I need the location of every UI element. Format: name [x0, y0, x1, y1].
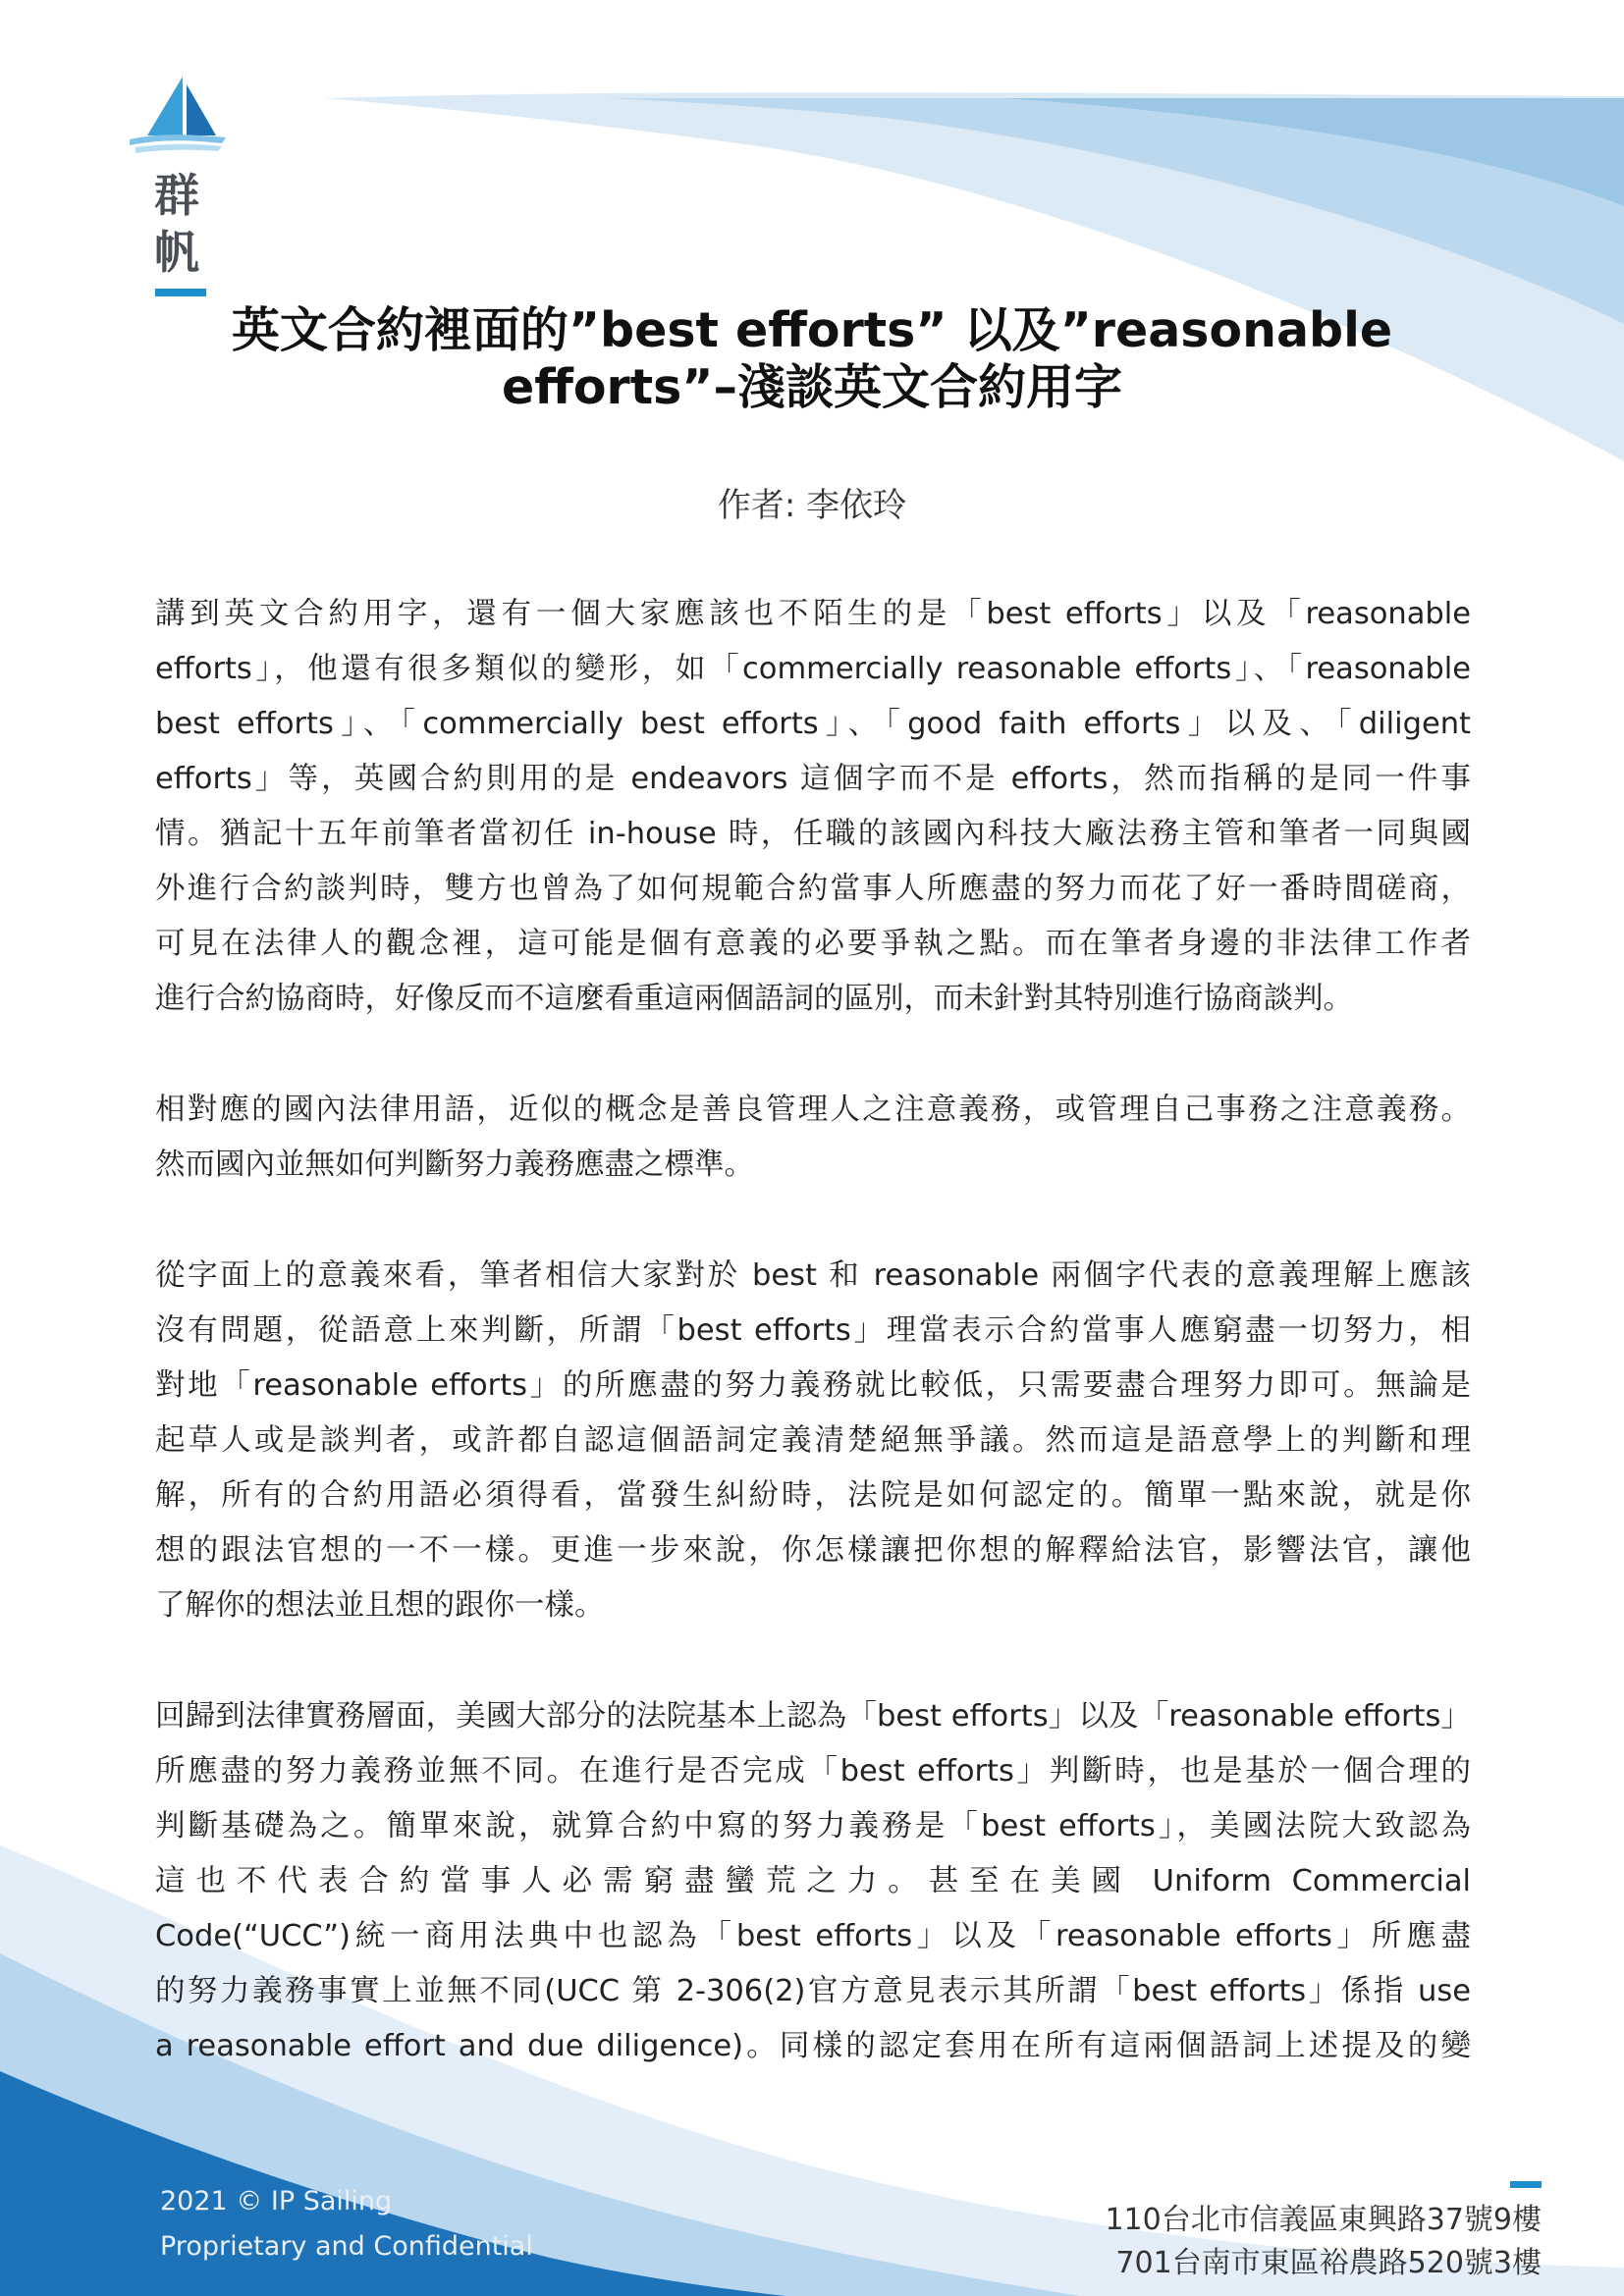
- paragraph-line: 的努力義務事實上並無不同(UCC 第 2-306(2)官方意見表示其所謂「best efforts」係指 use: [155, 1974, 1471, 2008]
- paragraph-line: 進行合約協商時，好像反而不這麼看重這兩個語詞的區別，而未針對其特別進行協商談判。: [155, 982, 1353, 1016]
- sailboat-icon: [126, 75, 230, 155]
- footer-address-block: [1105, 2199, 1542, 2285]
- logo-char-bottom: 帆: [154, 226, 199, 279]
- paragraph-line: 從字面上的意義來看，筆者相信大家對於 best 和 reasonable 兩個字代表的意義理解上應該: [155, 1258, 1471, 1293]
- paragraph-line: 外進行合約談判時，雙方也曾為了如何規範合約當事人所應盡的努力而花了好一番時間磋商，: [155, 872, 1471, 906]
- paragraph-line: a reasonable effort and due diligence)。同樣的認定套用在所有這兩個語詞上述提及的變: [155, 2029, 1471, 2063]
- paragraph-line: 相對應的國內法律用語，近似的概念是善良管理人之注意義務，或管理自己事務之注意義務。: [155, 1093, 1471, 1127]
- paragraph-line: 這也不代表合約當事人必需窮盡蠻荒之力。甚至在美國 Uniform Commercial: [155, 1864, 1471, 1898]
- paragraph-3: [155, 1249, 1471, 1633]
- paragraph-line: Code(“UCC”)統一商用法典中也認為「best efforts」以及「reasonable efforts」所應盡: [155, 1919, 1471, 1953]
- paragraph-line: 講到英文合約用字，還有一個大家應該也不陌生的是「best efforts」以及「reasonable: [155, 597, 1471, 631]
- logo-underline: [155, 289, 206, 296]
- paragraph-line: 了解你的想法並且想的跟你一樣。: [155, 1588, 605, 1623]
- footer-copyright-block: [160, 2179, 533, 2269]
- logo-wordmark: [154, 167, 213, 281]
- article-body: [155, 587, 1471, 2130]
- footer-address-tainan: 701台南市東區裕農路520號3樓: [1115, 2246, 1542, 2280]
- paragraph-line: 回歸到法律實務層面，美國大部分的法院基本上認為「best efforts」以及「reasonable efforts」: [155, 1699, 1471, 1734]
- company-logo: [126, 75, 230, 155]
- paragraph-line: 解，所有的合約用語必須得看，當發生糾紛時，法院是如何認定的。簡單一點來說，就是你: [155, 1478, 1471, 1513]
- footer-address-taipei: 110台北市信義區東興路37號9樓: [1105, 2203, 1542, 2237]
- paragraph-line: 想的跟法官想的一不一樣。更進一步來說，你怎樣讓把你想的解釋給法官，影響法官，讓他: [155, 1533, 1471, 1568]
- paragraph-line: 對地「reasonable efforts」的所應盡的努力義務就比較低，只需要盡合理努力即可。無論是: [155, 1368, 1471, 1403]
- paragraph-line: 判斷基礎為之。簡單來說，就算合約中寫的努力義務是「best efforts」，美國法院大致認為: [155, 1809, 1471, 1843]
- title-line-1: 英文合約裡面的”best efforts” 以及”reasonable: [231, 302, 1393, 358]
- paragraph-line: efforts」，他還有很多類似的變形，如「commercially reasonable efforts」、「reasonable: [155, 652, 1471, 686]
- footer-confidential: Proprietary and Confidential: [160, 2231, 533, 2262]
- author-line: 作者: 李依玲: [717, 486, 907, 525]
- paragraph-line: 起草人或是談判者，或許都自認這個語詞定義清楚絕無爭議。然而這是語意學上的判斷和理: [155, 1423, 1471, 1458]
- paragraph-line: best efforts」、「commercially best efforts」、「good faith efforts」以及、「diligent: [155, 707, 1471, 741]
- paragraph-line: 可見在法律人的觀念裡，這可能是個有意義的必要爭執之點。而在筆者身邊的非法律工作者: [155, 927, 1471, 961]
- paragraph-1: [155, 587, 1471, 1027]
- paragraph-line: efforts」等，英國合約則用的是 endeavors 這個字而不是 efforts，然而指稱的是同一件事: [155, 762, 1471, 796]
- paragraph-line: 然而國內並無如何判斷努力義務應盡之標準。: [155, 1148, 754, 1182]
- paragraph-4: [155, 1689, 1471, 2074]
- paragraph-line: 沒有問題，從語意上來判斷，所謂「best efforts」理當表示合約當事人應窮盡一切努力，相: [155, 1313, 1471, 1348]
- paragraph-2: [155, 1083, 1471, 1193]
- footer-accent-dash: [1510, 2181, 1542, 2188]
- footer-copyright: 2021 © IP Sailing: [160, 2186, 393, 2216]
- paragraph-line: 情。猶記十五年前筆者當初任 in-house 時，任職的該國內科技大廠法務主管和筆者一同與國: [155, 817, 1471, 851]
- logo-char-top: 群: [154, 169, 199, 222]
- title-line-2: efforts”–淺談英文合約用字: [501, 359, 1123, 415]
- page-title: [157, 302, 1467, 416]
- paragraph-line: 所應盡的努力義務並無不同。在進行是否完成「best efforts」判斷時，也是基於一個合理的: [155, 1754, 1471, 1789]
